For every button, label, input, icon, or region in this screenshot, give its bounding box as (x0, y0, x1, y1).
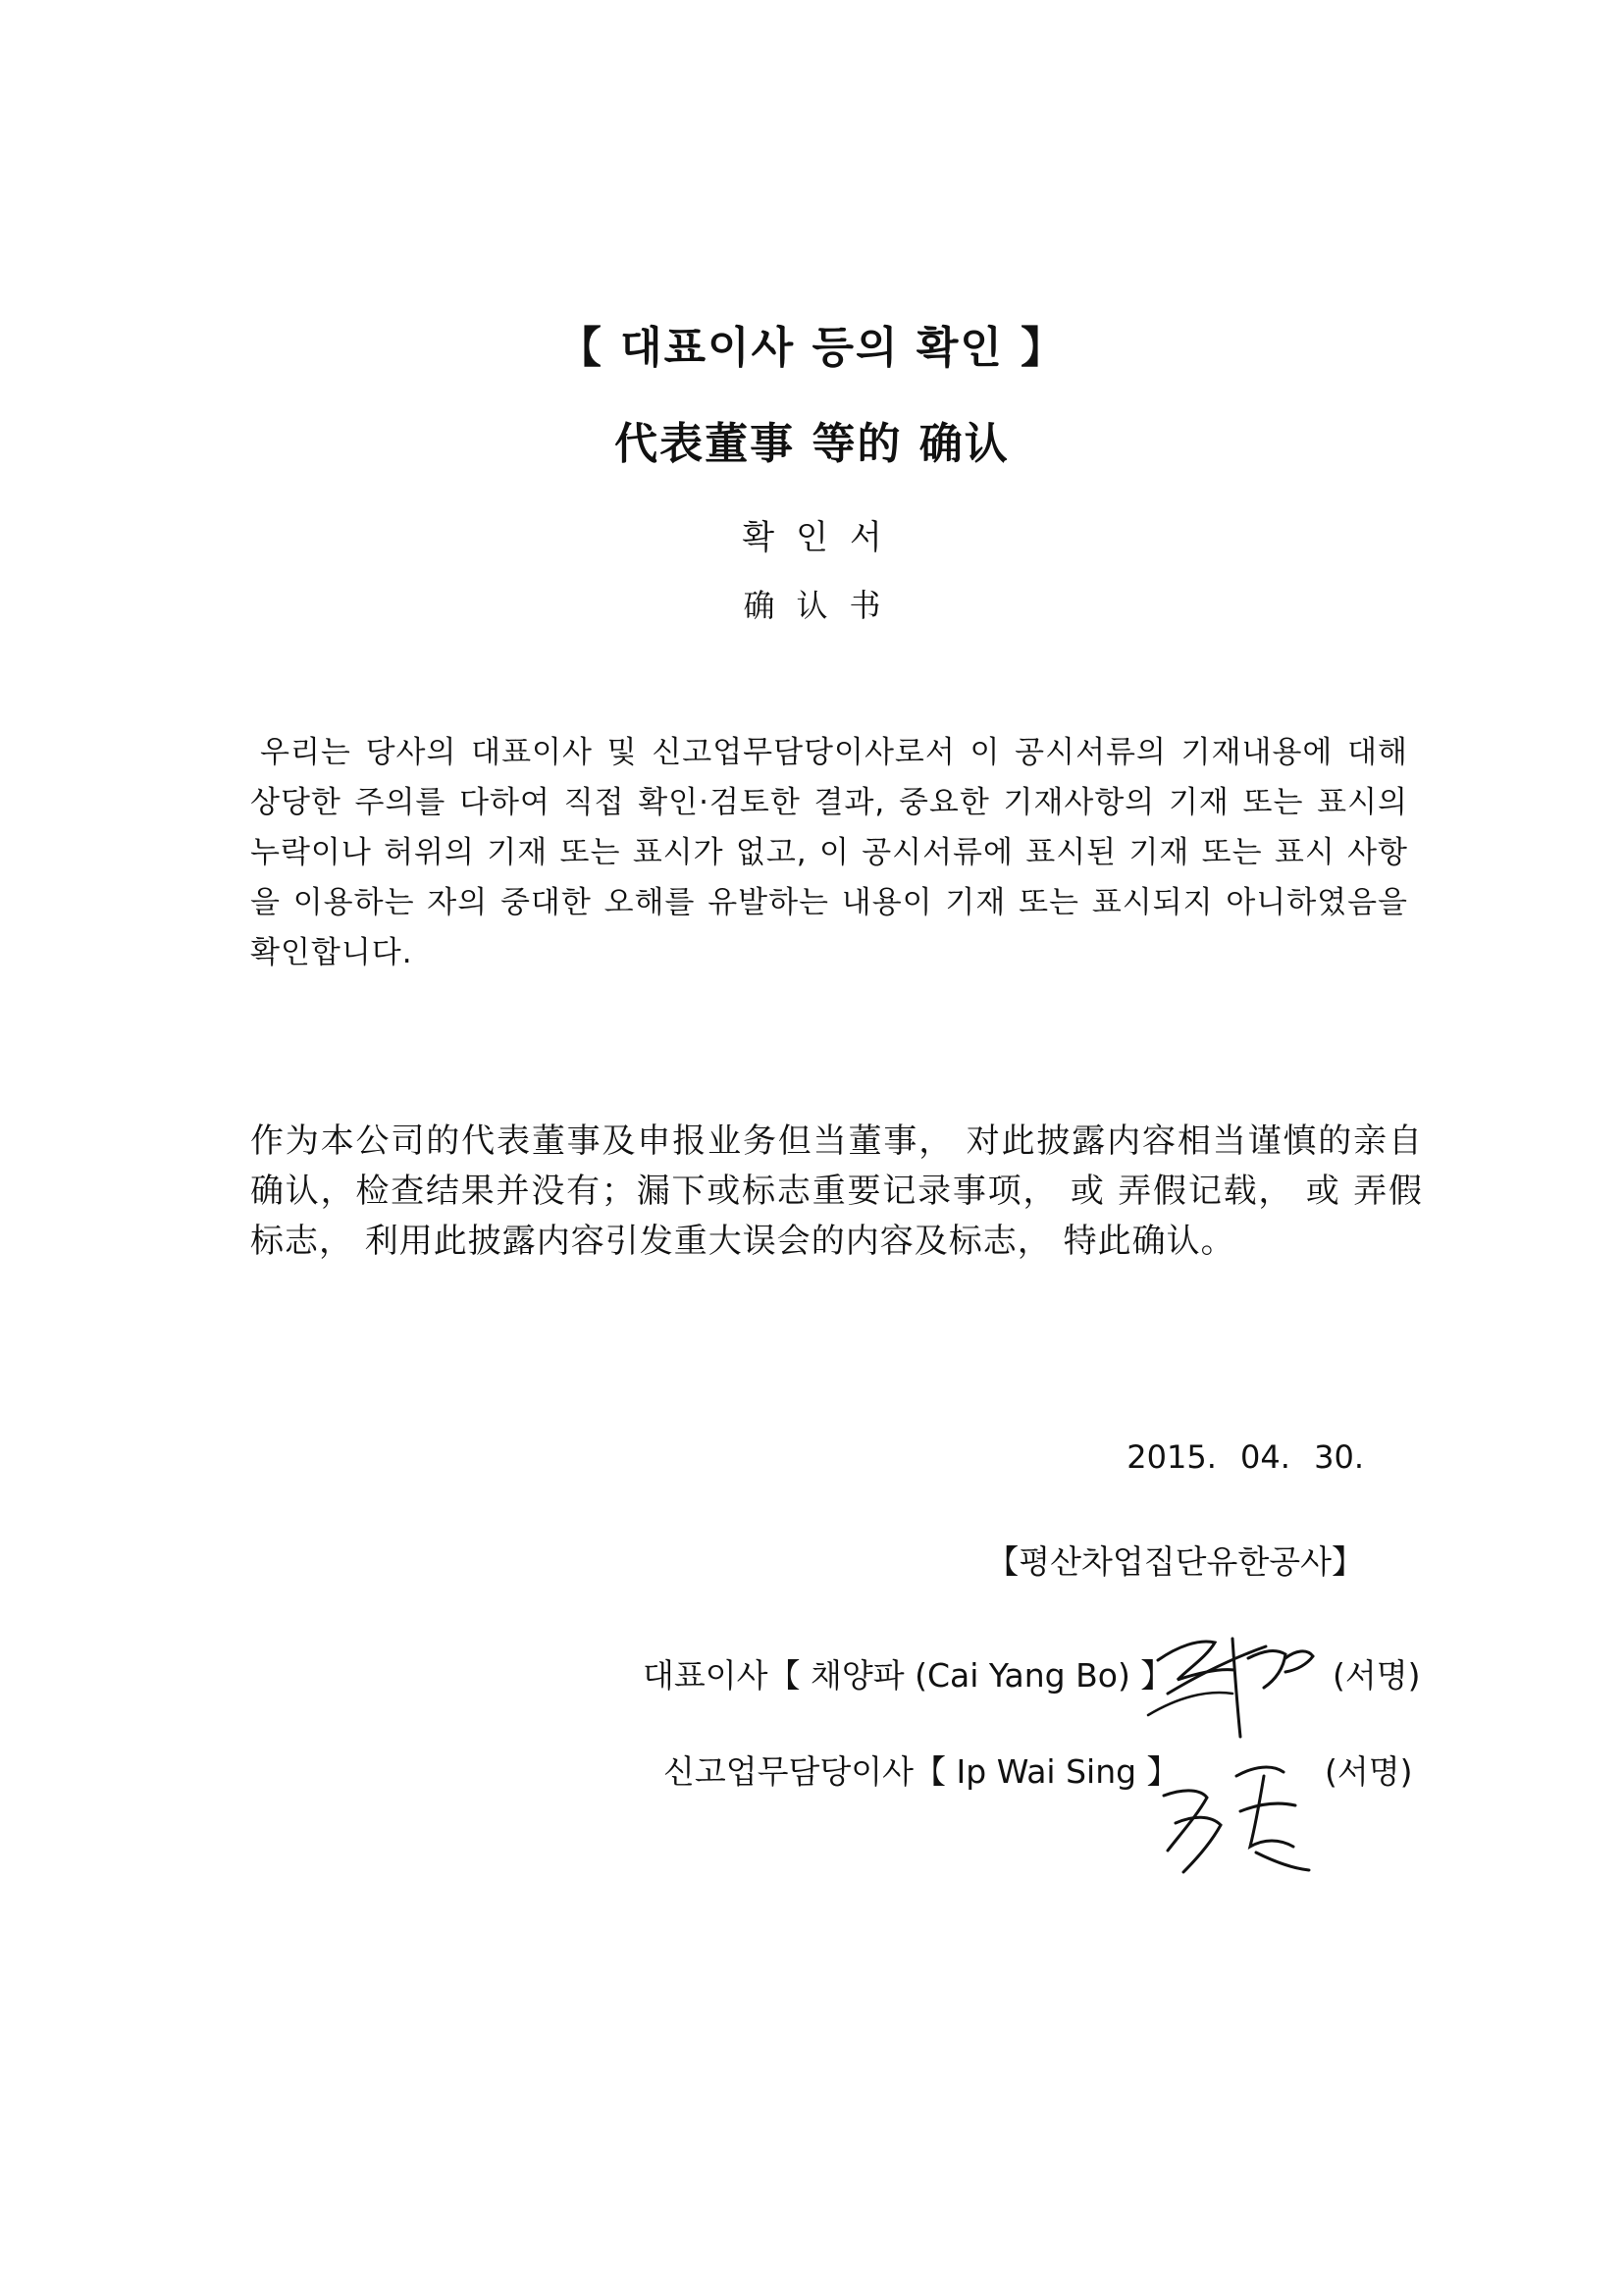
signatory-name: 【 채양파 (Cai Yang Bo) 】 (767, 1656, 1174, 1695)
signatory-role: 신고업무담당이사 (663, 1752, 915, 1791)
confirmation-text-korean: 우리는 당사의 대표이사 및 신고업무담당이사로서 이 공시서류의 기재내용에 대해 상당한 주의를 다하여 직접 확인·검토한 결과, 중요한 기재사항의 기재 또는 표시의 누락이나 허위의 기재 또는 표시가 없고, 이 공시서류에 표시된 기재 또는 표시 사항을 이용하는 자의 중대한 오해를 유발하는 내용이 기재 또는 표시되지 아니하였음을 확인합니다. (250, 735, 1408, 970)
signatory-row-ceo (643, 1650, 1173, 1696)
signature-mark: (서명) (1333, 1656, 1421, 1695)
handwritten-signature-ceo (1138, 1599, 1335, 1747)
document-title-korean: 【 대표이사 등의 확인 】 (557, 323, 1067, 373)
signature-mark: (서명) (1325, 1752, 1413, 1791)
handwritten-signature-disclosure-director (1146, 1737, 1323, 1884)
document-date: 2015. 04. 30. (1126, 1438, 1364, 1476)
document-subtitle-chinese: 确认书 (743, 587, 903, 624)
signatory-row-disclosure-director (663, 1747, 1179, 1793)
company-name: 【평산차업집단유한공사】 (986, 1542, 1364, 1581)
signatory-name: 【 Ip Wai Sing 】 (914, 1752, 1179, 1791)
confirmation-text-chinese: 作为本公司的代表董事及申报业务但当董事， 对此披露内容相当谨慎的亲自确认，检查结果并没有；漏下或标志重要记录事项， 或 弄假记载， 或 弄假标志， 利用此披露内容引发重大误会的内容及标志， 特此确认。 (250, 1122, 1423, 1261)
document-subtitle-korean: 확인서 (742, 518, 904, 557)
document-title-chinese: 代表董事 等的 确认 (614, 419, 1010, 469)
signatory-role: 대표이사 (643, 1656, 768, 1695)
